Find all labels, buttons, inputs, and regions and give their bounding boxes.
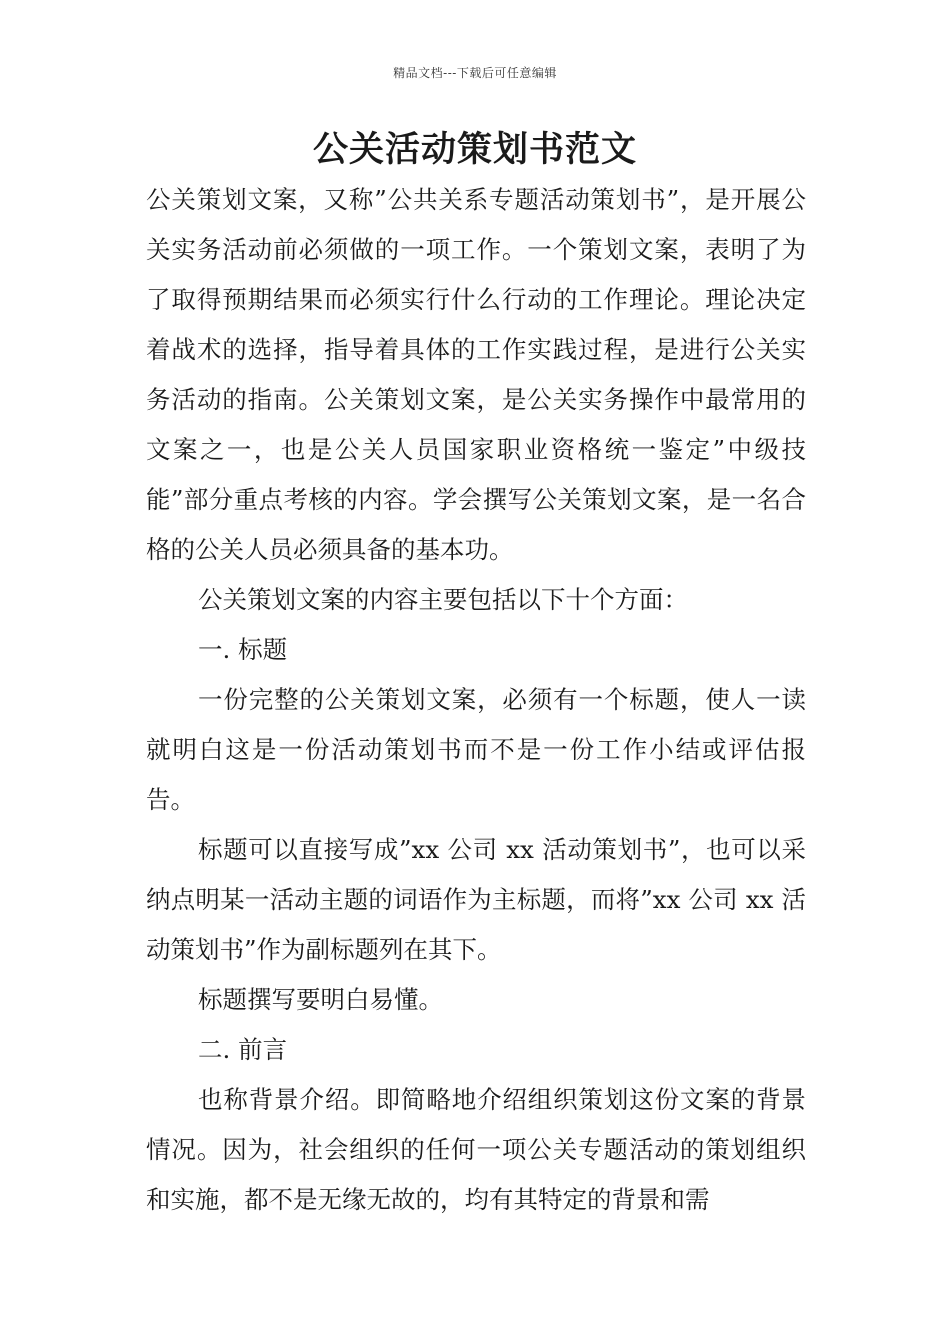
paragraph-preface: 也称背景介绍。即简略地介绍组织策划这份文案的背景情况。因为，社会组织的任何一项公关专题活动的策划组织和实施，都不是无缘无故的，均有其特定的背景和需 bbox=[146, 1085, 806, 1214]
section-heading-preface: 二. 前言 bbox=[198, 1035, 288, 1064]
section-heading-title: 一. 标题 bbox=[198, 635, 288, 664]
paragraph-title-desc: 一份完整的公关策划文案，必须有一个标题，使人一读就明白这是一份活动策划书而不是一份工作小结或评估报告。 bbox=[146, 685, 806, 814]
paragraph-overview: 公关策划文案的内容主要包括以下十个方面： bbox=[198, 585, 688, 614]
paragraph-title-format: 标题可以直接写成”xx 公司 xx 活动策划书”，也可以采纳点明某一活动主题的词语作为主标题，而将”xx 公司 xx 活动策划书”作为副标题列在其下。 bbox=[146, 835, 806, 964]
document-title: 公关活动策划书范文 bbox=[312, 129, 637, 170]
paragraph-intro: 公关策划文案，又称”公共关系专题活动策划书”，是开展公关实务活动前必须做的一项工作。一个策划文案，表明了为了取得预期结果而必须实行什么行动的工作理论。理论决定着战术的选择，指导着具体的工作实践过程，是进行公关实务活动的指南。公关策划文案，是公关实务操作中最常用的文案之一，也是公关人员国家职业资格统一鉴定”中级技能”部分重点考核的内容。学会撰写公关策划文案，是一名合格的公关人员必须具备的基本功。 bbox=[146, 185, 806, 564]
header-note: 精品文档---下载后可任意编辑 bbox=[393, 66, 557, 80]
document-body bbox=[146, 175, 806, 1225]
paragraph-title-tip: 标题撰写要明白易懂。 bbox=[198, 985, 443, 1014]
